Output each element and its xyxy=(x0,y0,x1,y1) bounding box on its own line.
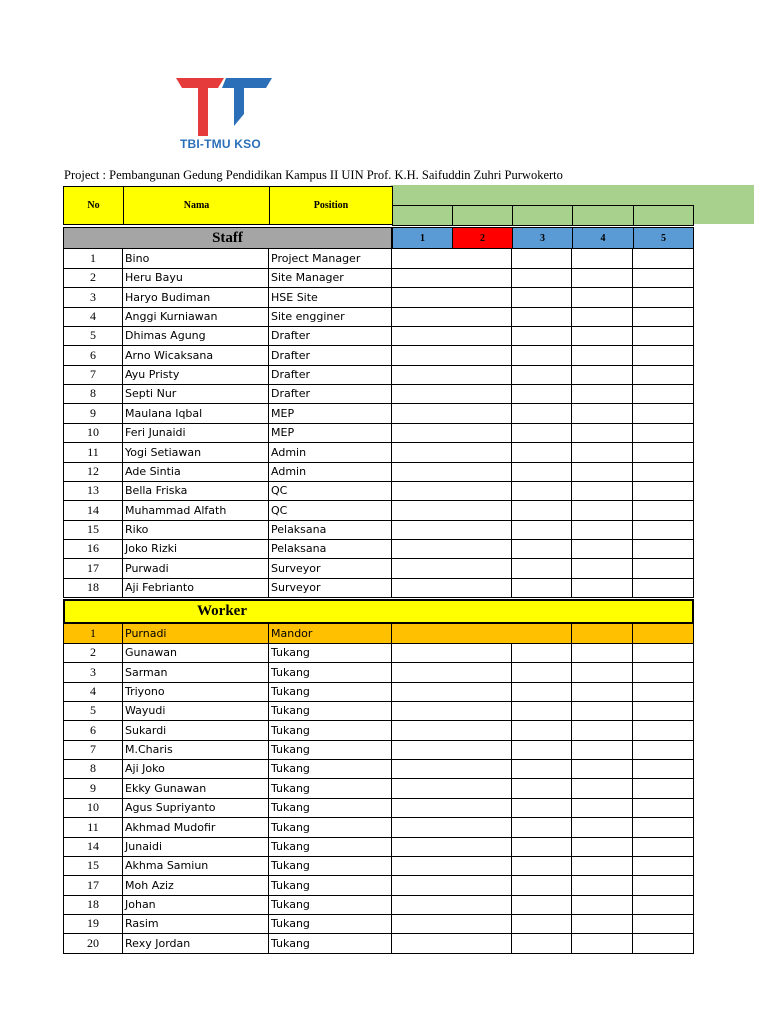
day-cell-5[interactable] xyxy=(633,624,694,644)
day-cell-3[interactable] xyxy=(512,876,572,896)
day-cell-3[interactable] xyxy=(512,404,572,424)
header-position: Position xyxy=(269,186,393,225)
row-number: 14 xyxy=(63,837,123,857)
day-sub-4 xyxy=(572,205,634,226)
row-number: 2 xyxy=(63,643,123,663)
row-number: 17 xyxy=(63,876,123,896)
day-cell-4[interactable] xyxy=(572,501,633,521)
day-cell-3[interactable] xyxy=(512,307,572,327)
day-cell-1[interactable] xyxy=(392,856,452,876)
logo-red-mark xyxy=(176,78,224,136)
day-cell-2[interactable] xyxy=(452,346,512,366)
day-cell-2[interactable] xyxy=(452,307,512,327)
row-position: Tukang xyxy=(269,740,392,760)
day-cell-3[interactable] xyxy=(512,249,572,269)
row-position: Tukang xyxy=(269,856,392,876)
row-name: Sarman xyxy=(123,663,269,683)
day-5: 5 xyxy=(633,227,694,249)
day-cell-5[interactable] xyxy=(633,818,694,838)
day-cell-2[interactable] xyxy=(452,759,512,779)
day-cell-4[interactable] xyxy=(572,288,633,308)
day-cell-3[interactable] xyxy=(512,701,572,721)
row-name: Wayudi xyxy=(123,701,269,721)
logo-text: TBI-TMU KSO xyxy=(180,137,261,151)
row-name: Johan xyxy=(123,895,269,915)
row-name: Ekky Gunawan xyxy=(123,779,269,799)
day-cell-1[interactable] xyxy=(392,914,452,934)
day-cell-4[interactable] xyxy=(572,423,633,443)
row-number: 20 xyxy=(63,934,123,954)
section-staff-heading: Staff xyxy=(63,227,392,249)
row-name: Dhimas Agung xyxy=(123,326,269,346)
row-name: Riko xyxy=(123,520,269,540)
day-cell-3[interactable] xyxy=(512,578,572,598)
row-number: 9 xyxy=(63,404,123,424)
day-cell-4[interactable] xyxy=(572,249,633,269)
header-no: No xyxy=(63,186,124,225)
day-cell-2[interactable] xyxy=(452,520,512,540)
day-cell-3[interactable] xyxy=(512,365,572,385)
day-cell-2[interactable] xyxy=(452,876,512,896)
row-position: Tukang xyxy=(269,759,392,779)
day-cell-3[interactable] xyxy=(512,539,572,559)
day-cell-2[interactable] xyxy=(452,423,512,443)
day-cell-4[interactable] xyxy=(572,326,633,346)
day-cell-1[interactable] xyxy=(392,721,452,741)
day-cell-1[interactable] xyxy=(392,365,452,385)
day-cell-2[interactable] xyxy=(452,818,512,838)
day-cell-3[interactable] xyxy=(512,798,572,818)
row-position: Tukang xyxy=(269,876,392,896)
row-position: Tukang xyxy=(269,818,392,838)
day-cell-3[interactable] xyxy=(512,501,572,521)
day-cell-3[interactable] xyxy=(512,682,572,702)
row-position: Site Manager xyxy=(269,268,392,288)
row-name: Akhma Samiun xyxy=(123,856,269,876)
day-cell-4[interactable] xyxy=(572,721,633,741)
day-sub-1 xyxy=(392,205,453,226)
day-cell-4[interactable] xyxy=(572,539,633,559)
header-name: Nama xyxy=(123,186,270,225)
day-cell-2[interactable] xyxy=(452,837,512,857)
day-cell-5[interactable] xyxy=(633,663,694,683)
day-cell-1[interactable] xyxy=(392,326,452,346)
row-number: 3 xyxy=(63,663,123,683)
day-cell-4[interactable] xyxy=(572,624,633,644)
day-cell-2[interactable] xyxy=(452,384,512,404)
day-cell-3[interactable] xyxy=(512,346,572,366)
row-position: Drafter xyxy=(269,384,392,404)
day-cell-1[interactable] xyxy=(392,443,452,463)
row-name: Yogi Setiawan xyxy=(123,443,269,463)
day-cell-2[interactable] xyxy=(452,559,512,579)
day-cell-2[interactable] xyxy=(452,288,512,308)
day-cell-3[interactable] xyxy=(512,288,572,308)
day-cell-4[interactable] xyxy=(572,682,633,702)
day-cell-3[interactable] xyxy=(512,520,572,540)
day-cell-3[interactable] xyxy=(512,423,572,443)
row-position: MEP xyxy=(269,423,392,443)
day-cell-1[interactable] xyxy=(392,346,452,366)
day-cell-5[interactable] xyxy=(633,443,694,463)
day-cell-5[interactable] xyxy=(633,307,694,327)
day-cell-5[interactable] xyxy=(633,837,694,857)
row-number: 15 xyxy=(63,856,123,876)
day-cell-1[interactable] xyxy=(392,501,452,521)
day-cell-5[interactable] xyxy=(633,701,694,721)
row-number: 4 xyxy=(63,682,123,702)
row-number: 18 xyxy=(63,578,123,598)
row-position: Surveyor xyxy=(269,578,392,598)
day-cell-2[interactable] xyxy=(452,701,512,721)
row-name: Muhammad Alfath xyxy=(123,501,269,521)
row-number: 7 xyxy=(63,740,123,760)
day-cell-5[interactable] xyxy=(633,501,694,521)
row-name: Bino xyxy=(123,249,269,269)
row-number: 6 xyxy=(63,721,123,741)
day-cell-1[interactable] xyxy=(392,643,452,663)
day-cell-4[interactable] xyxy=(572,365,633,385)
row-name: Rexy Jordan xyxy=(123,934,269,954)
row-position: Pelaksana xyxy=(269,520,392,540)
row-position: Pelaksana xyxy=(269,539,392,559)
day-cell-2[interactable] xyxy=(452,624,512,644)
row-position: Project Manager xyxy=(269,249,392,269)
day-cell-2[interactable] xyxy=(452,578,512,598)
row-name: Feri Junaidi xyxy=(123,423,269,443)
day-cell-3[interactable] xyxy=(512,384,572,404)
day-cell-4[interactable] xyxy=(572,856,633,876)
row-name: Arno Wicaksana xyxy=(123,346,269,366)
day-cell-4[interactable] xyxy=(572,759,633,779)
row-position: Admin xyxy=(269,462,392,482)
day-4: 4 xyxy=(572,227,634,249)
day-cell-4[interactable] xyxy=(572,837,633,857)
day-cell-4[interactable] xyxy=(572,818,633,838)
day-cell-3[interactable] xyxy=(512,914,572,934)
day-3: 3 xyxy=(512,227,573,249)
day-cell-5[interactable] xyxy=(633,288,694,308)
day-cell-3[interactable] xyxy=(512,624,572,644)
day-cell-1[interactable] xyxy=(392,663,452,683)
day-cell-2[interactable] xyxy=(452,798,512,818)
day-cell-3[interactable] xyxy=(512,740,572,760)
day-cell-3[interactable] xyxy=(512,559,572,579)
day-cell-5[interactable] xyxy=(633,876,694,896)
day-cell-1[interactable] xyxy=(392,837,452,857)
day-cell-5[interactable] xyxy=(633,721,694,741)
row-position: Tukang xyxy=(269,701,392,721)
day-cell-2[interactable] xyxy=(452,268,512,288)
row-number: 7 xyxy=(63,365,123,385)
day-cell-4[interactable] xyxy=(572,268,633,288)
day-cell-1[interactable] xyxy=(392,895,452,915)
day-cell-4[interactable] xyxy=(572,462,633,482)
row-name: Triyono xyxy=(123,682,269,702)
row-name: M.Charis xyxy=(123,740,269,760)
day-sub-3 xyxy=(512,205,573,226)
day-cell-5[interactable] xyxy=(633,384,694,404)
day-cell-3[interactable] xyxy=(512,443,572,463)
row-name: Joko Rizki xyxy=(123,539,269,559)
row-number: 11 xyxy=(63,818,123,838)
day-cell-2[interactable] xyxy=(452,643,512,663)
row-number: 5 xyxy=(63,326,123,346)
day-cell-1[interactable] xyxy=(392,934,452,954)
row-name: Septi Nur xyxy=(123,384,269,404)
day-cell-5[interactable] xyxy=(633,404,694,424)
day-cell-5[interactable] xyxy=(633,346,694,366)
row-number: 6 xyxy=(63,346,123,366)
row-position: QC xyxy=(269,481,392,501)
row-position: QC xyxy=(269,501,392,521)
row-position: Tukang xyxy=(269,798,392,818)
row-number: 15 xyxy=(63,520,123,540)
day-cell-1[interactable] xyxy=(392,876,452,896)
row-position: Drafter xyxy=(269,365,392,385)
row-number: 19 xyxy=(63,914,123,934)
day-cell-4[interactable] xyxy=(572,914,633,934)
row-position: Tukang xyxy=(269,837,392,857)
day-sub-2 xyxy=(452,205,513,226)
day-cell-2[interactable] xyxy=(452,249,512,269)
day-cell-4[interactable] xyxy=(572,404,633,424)
day-cell-3[interactable] xyxy=(512,856,572,876)
row-number: 1 xyxy=(63,249,123,269)
day-cell-5[interactable] xyxy=(633,895,694,915)
day-cell-4[interactable] xyxy=(572,520,633,540)
day-cell-5[interactable] xyxy=(633,934,694,954)
row-position: Tukang xyxy=(269,721,392,741)
row-name: Maulana Iqbal xyxy=(123,404,269,424)
day-cell-1[interactable] xyxy=(392,384,452,404)
day-cell-1[interactable] xyxy=(392,423,452,443)
day-cell-3[interactable] xyxy=(512,779,572,799)
day-cell-2[interactable] xyxy=(452,404,512,424)
row-number: 9 xyxy=(63,779,123,799)
row-number: 17 xyxy=(63,559,123,579)
row-name: Purnadi xyxy=(123,624,269,644)
row-name: Sukardi xyxy=(123,721,269,741)
day-cell-4[interactable] xyxy=(572,701,633,721)
project-title: Project : Pembangunan Gedung Pendidikan Kampus II UIN Prof. K.H. Saifuddin Zuhri Purwokerto xyxy=(64,168,563,182)
day-cell-5[interactable] xyxy=(633,481,694,501)
day-cell-3[interactable] xyxy=(512,326,572,346)
day-cell-4[interactable] xyxy=(572,934,633,954)
row-position: Tukang xyxy=(269,682,392,702)
row-position: Site engginer xyxy=(269,307,392,327)
day-cell-4[interactable] xyxy=(572,643,633,663)
day-cell-4[interactable] xyxy=(572,443,633,463)
day-cell-5[interactable] xyxy=(633,462,694,482)
day-cell-1[interactable] xyxy=(392,404,452,424)
day-cell-4[interactable] xyxy=(572,481,633,501)
day-cell-5[interactable] xyxy=(633,798,694,818)
day-cell-5[interactable] xyxy=(633,578,694,598)
day-cell-1[interactable] xyxy=(392,559,452,579)
day-cell-4[interactable] xyxy=(572,346,633,366)
row-number: 14 xyxy=(63,501,123,521)
row-name: Heru Bayu xyxy=(123,268,269,288)
day-cell-1[interactable] xyxy=(392,740,452,760)
day-cell-3[interactable] xyxy=(512,481,572,501)
day-cell-1[interactable] xyxy=(392,759,452,779)
day-cell-3[interactable] xyxy=(512,268,572,288)
day-cell-5[interactable] xyxy=(633,779,694,799)
row-position: Mandor xyxy=(269,624,392,644)
row-name: Ayu Pristy xyxy=(123,365,269,385)
row-position: Tukang xyxy=(269,934,392,954)
day-cell-2[interactable] xyxy=(452,895,512,915)
row-number: 2 xyxy=(63,268,123,288)
day-cell-1[interactable] xyxy=(392,779,452,799)
day-cell-5[interactable] xyxy=(633,326,694,346)
day-cell-5[interactable] xyxy=(633,914,694,934)
day-cell-1[interactable] xyxy=(392,520,452,540)
row-position: Tukang xyxy=(269,914,392,934)
row-name: Gunawan xyxy=(123,643,269,663)
day-cell-5[interactable] xyxy=(633,682,694,702)
row-position: HSE Site xyxy=(269,288,392,308)
day-cell-2[interactable] xyxy=(452,539,512,559)
day-cell-4[interactable] xyxy=(572,779,633,799)
day-cell-5[interactable] xyxy=(633,759,694,779)
row-name: Purwadi xyxy=(123,559,269,579)
row-number: 16 xyxy=(63,539,123,559)
row-name: Junaidi xyxy=(123,837,269,857)
row-number: 4 xyxy=(63,307,123,327)
row-number: 13 xyxy=(63,481,123,501)
day-cell-3[interactable] xyxy=(512,934,572,954)
day-cell-2[interactable] xyxy=(452,481,512,501)
day-cell-1[interactable] xyxy=(392,701,452,721)
row-name: Ade Sintia xyxy=(123,462,269,482)
day-cell-2[interactable] xyxy=(452,326,512,346)
row-position: Surveyor xyxy=(269,559,392,579)
day-cell-4[interactable] xyxy=(572,559,633,579)
row-number: 12 xyxy=(63,462,123,482)
row-position: Tukang xyxy=(269,895,392,915)
row-number: 10 xyxy=(63,798,123,818)
day-cell-2[interactable] xyxy=(452,779,512,799)
day-sub-5 xyxy=(633,205,694,226)
day-cell-5[interactable] xyxy=(633,643,694,663)
day-cell-3[interactable] xyxy=(512,759,572,779)
day-cell-2[interactable] xyxy=(452,934,512,954)
day-cell-2[interactable] xyxy=(452,443,512,463)
day-cell-2[interactable] xyxy=(452,856,512,876)
day-cell-2[interactable] xyxy=(452,501,512,521)
day-cell-4[interactable] xyxy=(572,307,633,327)
day-cell-1[interactable] xyxy=(392,624,452,644)
row-name: Aji Febrianto xyxy=(123,578,269,598)
day-1: 1 xyxy=(392,227,453,249)
row-name: Agus Supriyanto xyxy=(123,798,269,818)
day-cell-1[interactable] xyxy=(392,462,452,482)
day-cell-1[interactable] xyxy=(392,682,452,702)
day-cell-3[interactable] xyxy=(512,643,572,663)
row-position: Drafter xyxy=(269,346,392,366)
day-cell-2[interactable] xyxy=(452,721,512,741)
day-cell-2[interactable] xyxy=(452,740,512,760)
day-cell-2[interactable] xyxy=(452,914,512,934)
day-cell-1[interactable] xyxy=(392,539,452,559)
row-name: Rasim xyxy=(123,914,269,934)
day-cell-2[interactable] xyxy=(452,682,512,702)
row-number: 8 xyxy=(63,759,123,779)
row-name: Akhmad Mudofir xyxy=(123,818,269,838)
day-cell-4[interactable] xyxy=(572,798,633,818)
day-cell-2[interactable] xyxy=(452,663,512,683)
row-number: 11 xyxy=(63,443,123,463)
day-cell-5[interactable] xyxy=(633,520,694,540)
day-cell-1[interactable] xyxy=(392,307,452,327)
row-name: Aji Joko xyxy=(123,759,269,779)
day-cell-1[interactable] xyxy=(392,249,452,269)
row-name: Anggi Kurniawan xyxy=(123,307,269,327)
day-cell-3[interactable] xyxy=(512,818,572,838)
day-cell-4[interactable] xyxy=(572,876,633,896)
day-cell-5[interactable] xyxy=(633,539,694,559)
day-cell-4[interactable] xyxy=(572,384,633,404)
day-cell-5[interactable] xyxy=(633,559,694,579)
row-position: Admin xyxy=(269,443,392,463)
day-cell-2[interactable] xyxy=(452,365,512,385)
row-name: Haryo Budiman xyxy=(123,288,269,308)
day-cell-1[interactable] xyxy=(392,288,452,308)
row-position: Tukang xyxy=(269,663,392,683)
day-cell-3[interactable] xyxy=(512,663,572,683)
day-cell-5[interactable] xyxy=(633,856,694,876)
day-cell-3[interactable] xyxy=(512,895,572,915)
section-worker-heading: Worker xyxy=(63,599,694,624)
row-number: 18 xyxy=(63,895,123,915)
row-name: Bella Friska xyxy=(123,481,269,501)
day-cell-1[interactable] xyxy=(392,798,452,818)
row-number: 10 xyxy=(63,423,123,443)
row-position: Tukang xyxy=(269,643,392,663)
day-cell-1[interactable] xyxy=(392,578,452,598)
row-name: Moh Aziz xyxy=(123,876,269,896)
day-cell-3[interactable] xyxy=(512,462,572,482)
logo-blue-mark xyxy=(222,78,272,126)
day-cell-5[interactable] xyxy=(633,423,694,443)
day-cell-4[interactable] xyxy=(572,578,633,598)
row-position: Drafter xyxy=(269,326,392,346)
day-cell-2[interactable] xyxy=(452,462,512,482)
row-number: 1 xyxy=(63,624,123,644)
day-cell-5[interactable] xyxy=(633,740,694,760)
day-2: 2 xyxy=(452,227,513,249)
day-cell-1[interactable] xyxy=(392,481,452,501)
day-cell-5[interactable] xyxy=(633,365,694,385)
day-cell-1[interactable] xyxy=(392,818,452,838)
row-number: 8 xyxy=(63,384,123,404)
row-number: 5 xyxy=(63,701,123,721)
day-cell-4[interactable] xyxy=(572,895,633,915)
day-cell-4[interactable] xyxy=(572,663,633,683)
day-cell-3[interactable] xyxy=(512,721,572,741)
day-cell-4[interactable] xyxy=(572,740,633,760)
row-position: Tukang xyxy=(269,779,392,799)
day-cell-3[interactable] xyxy=(512,837,572,857)
row-number: 3 xyxy=(63,288,123,308)
day-cell-5[interactable] xyxy=(633,268,694,288)
day-cell-5[interactable] xyxy=(633,249,694,269)
day-cell-1[interactable] xyxy=(392,268,452,288)
row-position: MEP xyxy=(269,404,392,424)
